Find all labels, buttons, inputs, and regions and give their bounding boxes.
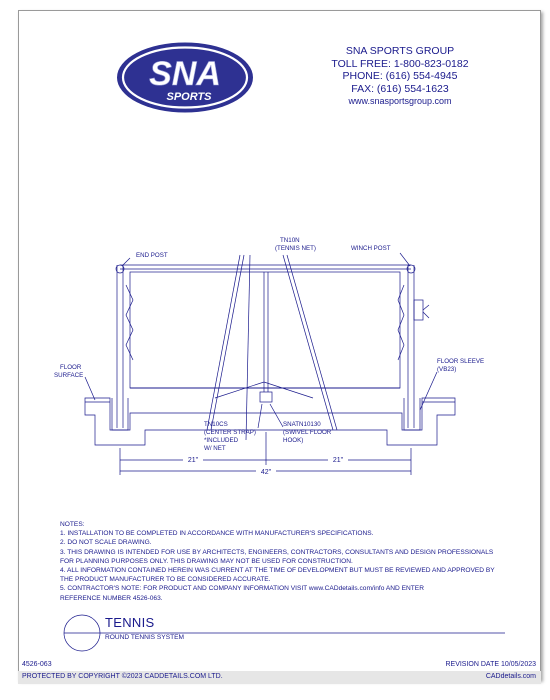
label-floor-sleeve-2: (VB23) bbox=[437, 366, 457, 373]
label-floor-surface-1: FLOOR bbox=[60, 364, 82, 371]
label-winch-post: WINCH POST bbox=[351, 245, 391, 252]
label-floor-hook-1: SNATN10130 bbox=[283, 421, 321, 428]
label-floor-surface-2: SURFACE bbox=[54, 372, 84, 379]
dim-left: 21" bbox=[187, 457, 199, 464]
notes-heading: NOTES: bbox=[60, 521, 85, 528]
revision-date: REVISION DATE 10/05/2023 bbox=[445, 661, 536, 668]
copyright: PROTECTED BY COPYRIGHT ©2023 CADDETAILS.COM LTD. bbox=[22, 673, 223, 680]
drawing-subtitle: ROUND TENNIS SYSTEM bbox=[105, 634, 185, 641]
winch-sleeve bbox=[404, 398, 420, 430]
fax: FAX: (616) 554-1623 bbox=[351, 82, 449, 95]
note-line: REFERENCE NUMBER 4526-063. bbox=[60, 594, 163, 602]
label-end-post: END POST bbox=[136, 252, 168, 259]
company-name: SNA SPORTS GROUP bbox=[345, 45, 455, 57]
cad-details-brand[interactable]: CADdetails.com bbox=[485, 673, 536, 680]
label-floor-hook-3: HOOK) bbox=[283, 437, 304, 444]
toll-free: TOLL FREE: 1-800-823-0182 bbox=[331, 57, 469, 70]
label-center-strap-4: W/ NET bbox=[204, 445, 226, 452]
label-net-code: TN10N bbox=[280, 237, 300, 244]
label-floor-hook-2: (SWIVEL FLOOR bbox=[283, 429, 332, 436]
dim-total: 42" bbox=[260, 469, 272, 476]
label-center-strap-3: *INCLUDED bbox=[204, 437, 239, 444]
note-line: 2. DO NOT SCALE DRAWING. bbox=[60, 539, 152, 547]
label-floor-sleeve-1: FLOOR SLEEVE bbox=[437, 358, 485, 365]
phone: PHONE: (616) 554-4945 bbox=[342, 70, 458, 82]
floor-slab bbox=[85, 398, 455, 445]
label-net-name: (TENNIS NET) bbox=[275, 245, 316, 252]
note-line: FOR PLANNING PURPOSES ONLY. THIS DRAWING MAY NOT BE USED FOR CONSTRUCTION. bbox=[60, 557, 353, 565]
notes-block bbox=[60, 520, 500, 603]
label-center-strap-1: TN10CS bbox=[204, 421, 228, 428]
reference-number: 4526-063 bbox=[22, 661, 52, 668]
drawing-title: TENNIS bbox=[105, 615, 155, 630]
note-line: 5. CONTRACTOR'S NOTE: FOR PRODUCT AND COMPANY INFORMATION VISIT www.CADdetails.com/info AND ENTER bbox=[60, 585, 424, 593]
dim-right: 21" bbox=[332, 457, 344, 464]
logo-sub-text: SPORTS bbox=[166, 91, 212, 103]
logo-main-text: SNA bbox=[149, 55, 221, 93]
end-sleeve bbox=[112, 398, 128, 430]
note-line: 3. THIS DRAWING IS INTENDED FOR USE BY ARCHITECTS, ENGINEERS, CONTRACTORS, CONSULTANTS AND DESIGN PROFESSIONALS bbox=[60, 548, 494, 556]
note-line: 1. INSTALLATION TO BE COMPLETED IN ACCORDANCE WITH MANUFACTURER'S SPECIFICATIONS. bbox=[60, 530, 374, 538]
label-center-strap-2: (CENTER STRAP) bbox=[204, 429, 256, 436]
note-line: THE PRODUCT MANUFACTURER TO BE CONSIDERED ACCURATE. bbox=[60, 576, 271, 584]
note-line: 4. ALL INFORMATION CONTAINED HEREIN WAS CURRENT AT THE TIME OF DEVELOPMENT BUT MUST BE REVIEWED AND APPROVED BY bbox=[60, 567, 495, 575]
website-link[interactable]: www.snasportsgroup.com bbox=[348, 96, 452, 106]
